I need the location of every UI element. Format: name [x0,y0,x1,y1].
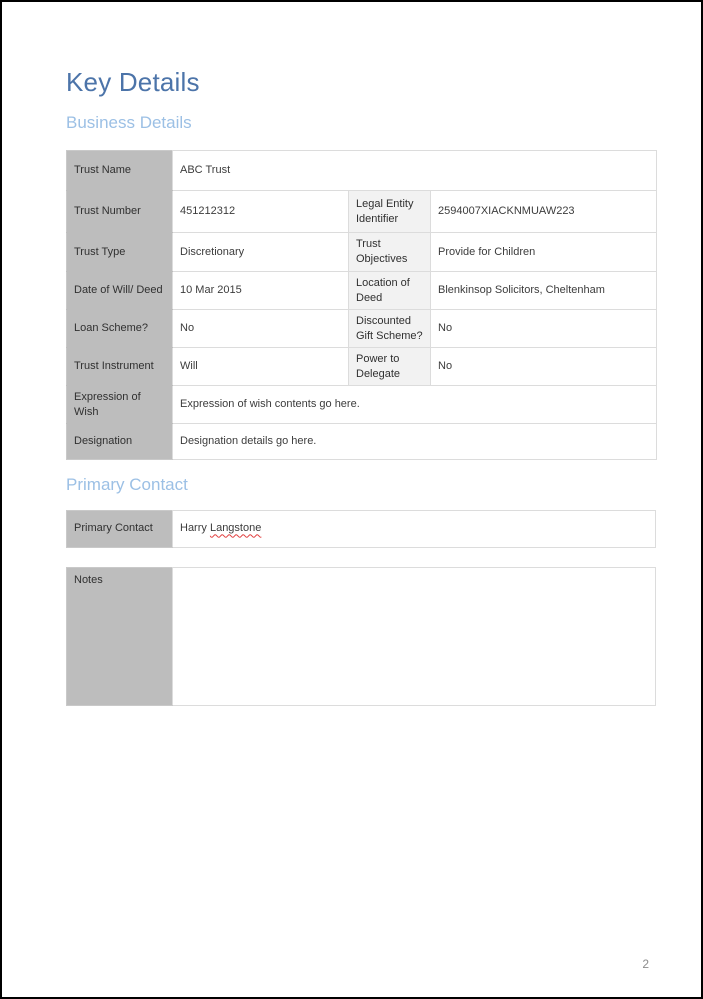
field-label-date-of-will-deed: Date of Will/ Deed [67,272,173,310]
field-label-legal-entity-identifier: Legal Entity Identifier [349,191,431,233]
table-row [67,191,657,233]
field-label-location-of-deed: Location of Deed [349,272,431,310]
primary-contact-last-name-misspelled: Langstone [209,522,262,535]
field-label-trust-number: Trust Number [67,191,173,233]
notes-table [66,567,656,706]
section-heading-business-details: Business Details [66,112,192,132]
field-label-loan-scheme: Loan Scheme? [67,310,173,348]
field-label-power-to-delegate: Power to Delegate [349,348,431,386]
field-label-designation: Designation [67,424,173,460]
field-value-date-of-will-deed[interactable]: 10 Mar 2015 [173,272,349,310]
table-row [67,310,657,348]
primary-contact-first-name: Harry [180,522,210,535]
field-label-notes: Notes [67,567,173,705]
business-details-table [66,150,657,460]
field-label-discounted-gift-scheme: Discounted Gift Scheme? [349,310,431,348]
table-row [67,272,657,310]
field-value-trust-name[interactable]: ABC Trust [173,151,657,191]
section-heading-primary-contact: Primary Contact [66,475,188,495]
table-row [67,151,657,191]
field-label-expression-of-wish: Expression of Wish [67,386,173,424]
field-value-notes[interactable] [173,567,656,705]
field-value-loan-scheme[interactable]: No [173,310,349,348]
field-label-trust-instrument: Trust Instrument [67,348,173,386]
page-content [66,2,656,706]
table-row [67,386,657,424]
field-value-trust-objectives[interactable]: Provide for Children [431,233,657,272]
table-row [67,348,657,386]
primary-contact-table [66,510,656,548]
field-label-primary-contact: Primary Contact [67,510,173,547]
table-row [67,567,656,705]
table-row [67,510,656,547]
field-value-trust-type[interactable]: Discretionary [173,233,349,272]
field-value-designation[interactable]: Designation details go here. [173,424,657,460]
field-value-discounted-gift-scheme[interactable]: No [431,310,657,348]
page-number: 2 [642,957,649,971]
field-label-trust-type: Trust Type [67,233,173,272]
field-value-expression-of-wish[interactable]: Expression of wish contents go here. [173,386,657,424]
field-value-trust-number[interactable]: 451212312 [173,191,349,233]
table-row [67,233,657,272]
table-row [67,424,657,460]
page-title: Key Details [66,67,200,97]
field-value-location-of-deed[interactable]: Blenkinsop Solicitors, Cheltenham [431,272,657,310]
field-label-trust-name: Trust Name [67,151,173,191]
field-value-power-to-delegate[interactable]: No [431,348,657,386]
field-label-trust-objectives: Trust Objectives [349,233,431,272]
field-value-legal-entity-identifier[interactable]: 2594007XIACKNMUAW223 [431,191,657,233]
field-value-trust-instrument[interactable]: Will [173,348,349,386]
field-value-primary-contact[interactable] [173,510,656,547]
